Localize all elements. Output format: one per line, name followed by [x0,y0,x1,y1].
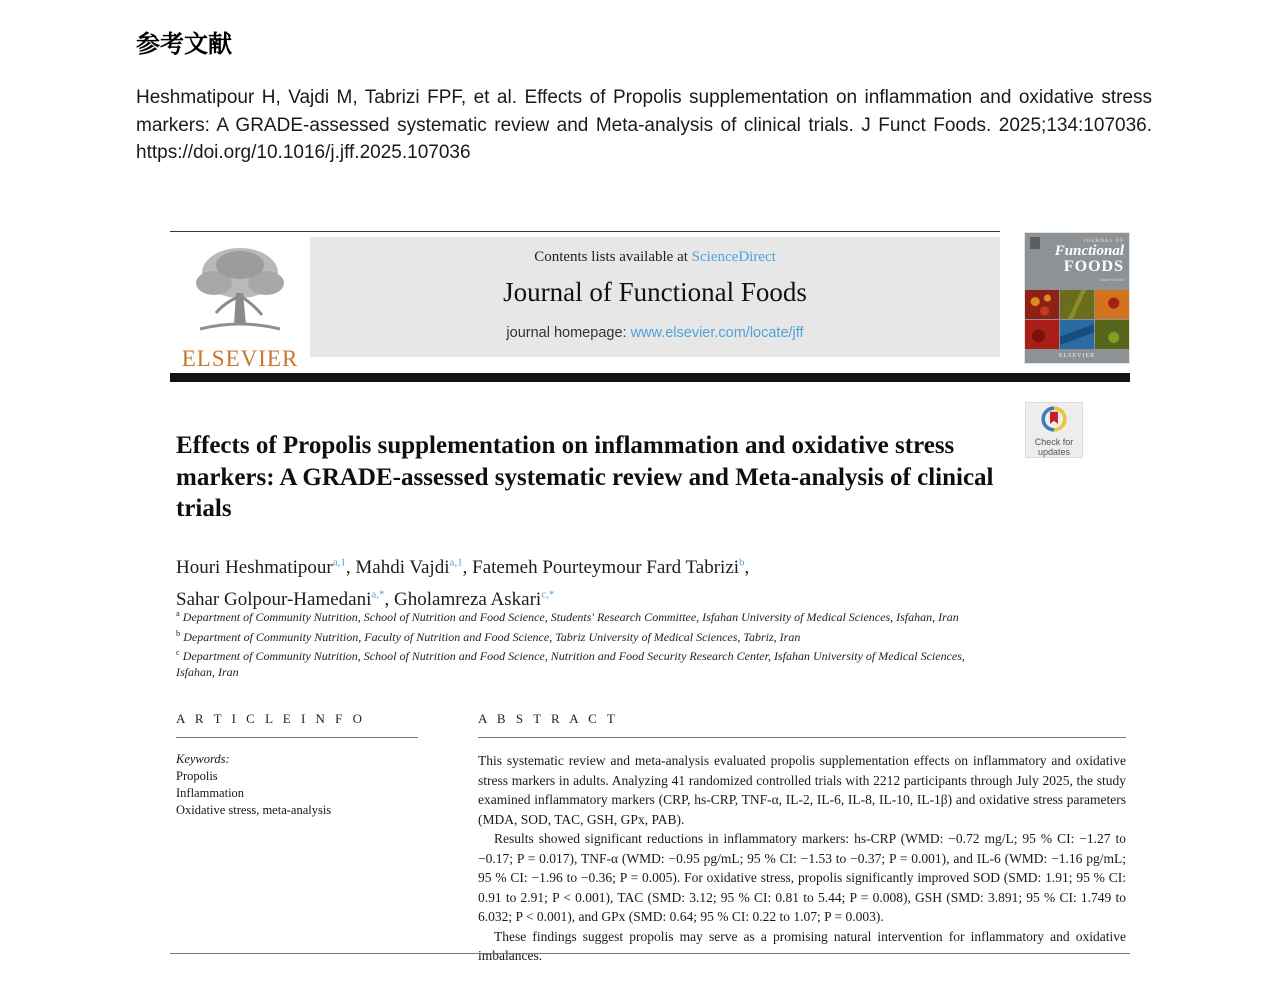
cover-editors: Editor-in-Chief [1099,277,1124,282]
cover-title-line1: Functional [1054,243,1124,259]
cover-publisher-strip: ELSEVIER [1025,349,1129,363]
cover-journal-of: JOURNAL OF [1083,239,1124,244]
homepage-label: journal homepage: [506,325,627,341]
affiliation: $^c$ Department of Community Nutrition, School of Nutrition and Food Science, Nutrition and Food Security Research Center, Isfahan University of Medical Sciences, Isfahan, Iran [176,647,965,679]
author: Houri Heshmatipour$^{a,1}$, [176,557,356,579]
author: Gholamreza Askari$^{c,*}$ [394,588,555,610]
masthead-divider-bar [170,373,1130,382]
cover-tile [1095,320,1129,349]
author: Fatemeh Pourteymour Fard Tabrizi$^b$, [472,557,750,579]
author-affil-sup: b [739,557,745,569]
citation-body: Heshmatipour H, Vajdi M, Tabrizi FPF, et al. Effects of Propolis supplementation on inflammation and oxidative stress markers: A GRADE-assessed systematic review and Meta-analysis of clinical trials. J Funct Foods. 2025;134:107036. [136,87,1152,136]
homepage-link[interactable]: www.elsevier.com/locate/jff [630,325,804,341]
cover-tile [1025,320,1059,349]
elsevier-wordmark: ELSEVIER [181,346,299,371]
cover-header [1025,233,1129,290]
author: Sahar Golpour-Hamedani$^{a,*}$, [176,588,395,610]
citation-text [136,84,1152,167]
cover-publisher-mark-icon [1030,237,1040,249]
keyword: Oxidative stress, meta-analysis [176,803,332,817]
contents-line [310,249,1000,266]
affiliation: $^b$ Department of Community Nutrition, Faculty of Nutrition and Food Science, Tabriz University of Medical Sciences, Tabriz, Iran [176,627,801,644]
paper-first-page [170,225,1130,970]
keywords-label: Keywords: [176,752,230,766]
author-list [176,550,936,613]
abstract-paragraph: These findings suggest propolis may serve as a promising natural intervention for inflammatory and oxidative imbalances. [478,928,1126,963]
elsevier-tree-icon [188,330,292,347]
crossmark-icon [1041,419,1067,436]
header-top-rule [170,231,1000,232]
cover-image-grid [1025,290,1129,349]
journal-cover-thumbnail [1025,233,1129,363]
article-info-header: A R T I C L E I N F O [176,711,366,726]
article-info-rule [176,737,418,738]
keyword: Propolis [176,769,218,783]
abstract-column [478,711,1128,966]
abstract-paragraph: Results showed significant reductions in inflammatory markers: hs-CRP (WMD: −0.72 mg/L; 95 % CI: −1.27 to −0.17; P = 0.017), TNF-α (WMD: −0.95 pg/mL; 95 % CI: −1.53 to −0.37; P = 0.001), and IL-6 (WMD: −1.16 pg/mL; 95 % CI: −1.96 to −0.36; P = 0.005). For oxidative stress, propolis significantly improved SOD (SMD: 1.91; 95 % CI: 0.91 to 2.91; P < 0.001), TAC (SMD: 3.12; 95 % CI: 0.81 to 5.44; P = 0.008), GSH (SMD: 3.891; 95 % CI: 1.749 to 6.032; P < 0.001), and GPx (SMD: 0.64; 95 % CI: 0.22 to 1.07; P = 0.003). [478,831,1126,924]
references-heading: 参考文献 [136,31,232,58]
article-info-column [176,711,418,966]
affiliation-list [176,606,991,680]
cover-tile [1060,320,1094,349]
cover-tile [1025,290,1059,319]
cover-tile [1060,290,1094,319]
badge-label-line1: Check for [1034,437,1074,447]
badge-label-line2: updates [1037,447,1071,457]
elsevier-logo [170,233,310,372]
cover-tile [1095,290,1129,319]
journal-title: Journal of Functional Foods [503,277,807,307]
journal-banner [310,237,1000,357]
citation-doi: https://doi.org/10.1016/j.jff.2025.107036 [136,142,471,163]
contents-prefix: Contents lists available at [534,249,688,265]
info-abstract-section [176,711,1128,966]
keyword: Inflammation [176,786,245,800]
abstract-header: A B S T R A C T [478,711,619,726]
author-affil-sup: a,1 [449,557,463,569]
author-affil-sup: c,* [541,588,555,601]
abstract-bottom-rule [170,953,1130,954]
author-affil-sup: a,1 [332,557,346,569]
article-title: Effects of Propolis supplementation on inflammation and oxidative stress markers: A GRADE-assessed systematic review and Meta-analysis of clinical trials [176,432,994,522]
abstract-rule [478,737,1126,738]
journal-masthead [170,233,1000,372]
author: Mahdi Vajdi$^{a,1}$, [355,557,473,579]
affiliation: $^a$ Department of Community Nutrition, School of Nutrition and Food Science, Students' Research Committee, Isfahan University of Medical Sciences, Isfahan, Iran [176,608,959,624]
cover-title-line2: FOODS [1063,258,1124,275]
check-for-updates-badge[interactable] [1025,402,1083,458]
sciencedirect-link[interactable]: ScienceDirect [691,249,776,265]
author-affil-sup: a,* [371,588,385,601]
abstract-paragraph: This systematic review and meta-analysis evaluated propolis supplementation effects on inflammatory and oxidative stress markers in adults. Analyzing 41 randomized controlled trials with 2212 participants through July 2025, the study examined inflammatory markers (CRP, hs-CRP, TNF-α, IL-2, IL-6, IL-8, IL-10, IL-1β) and oxidative stress parameters (MDA, SOD, TAC, GSH, GPx, PAB). [478,753,1126,827]
homepage-line [310,325,1000,341]
